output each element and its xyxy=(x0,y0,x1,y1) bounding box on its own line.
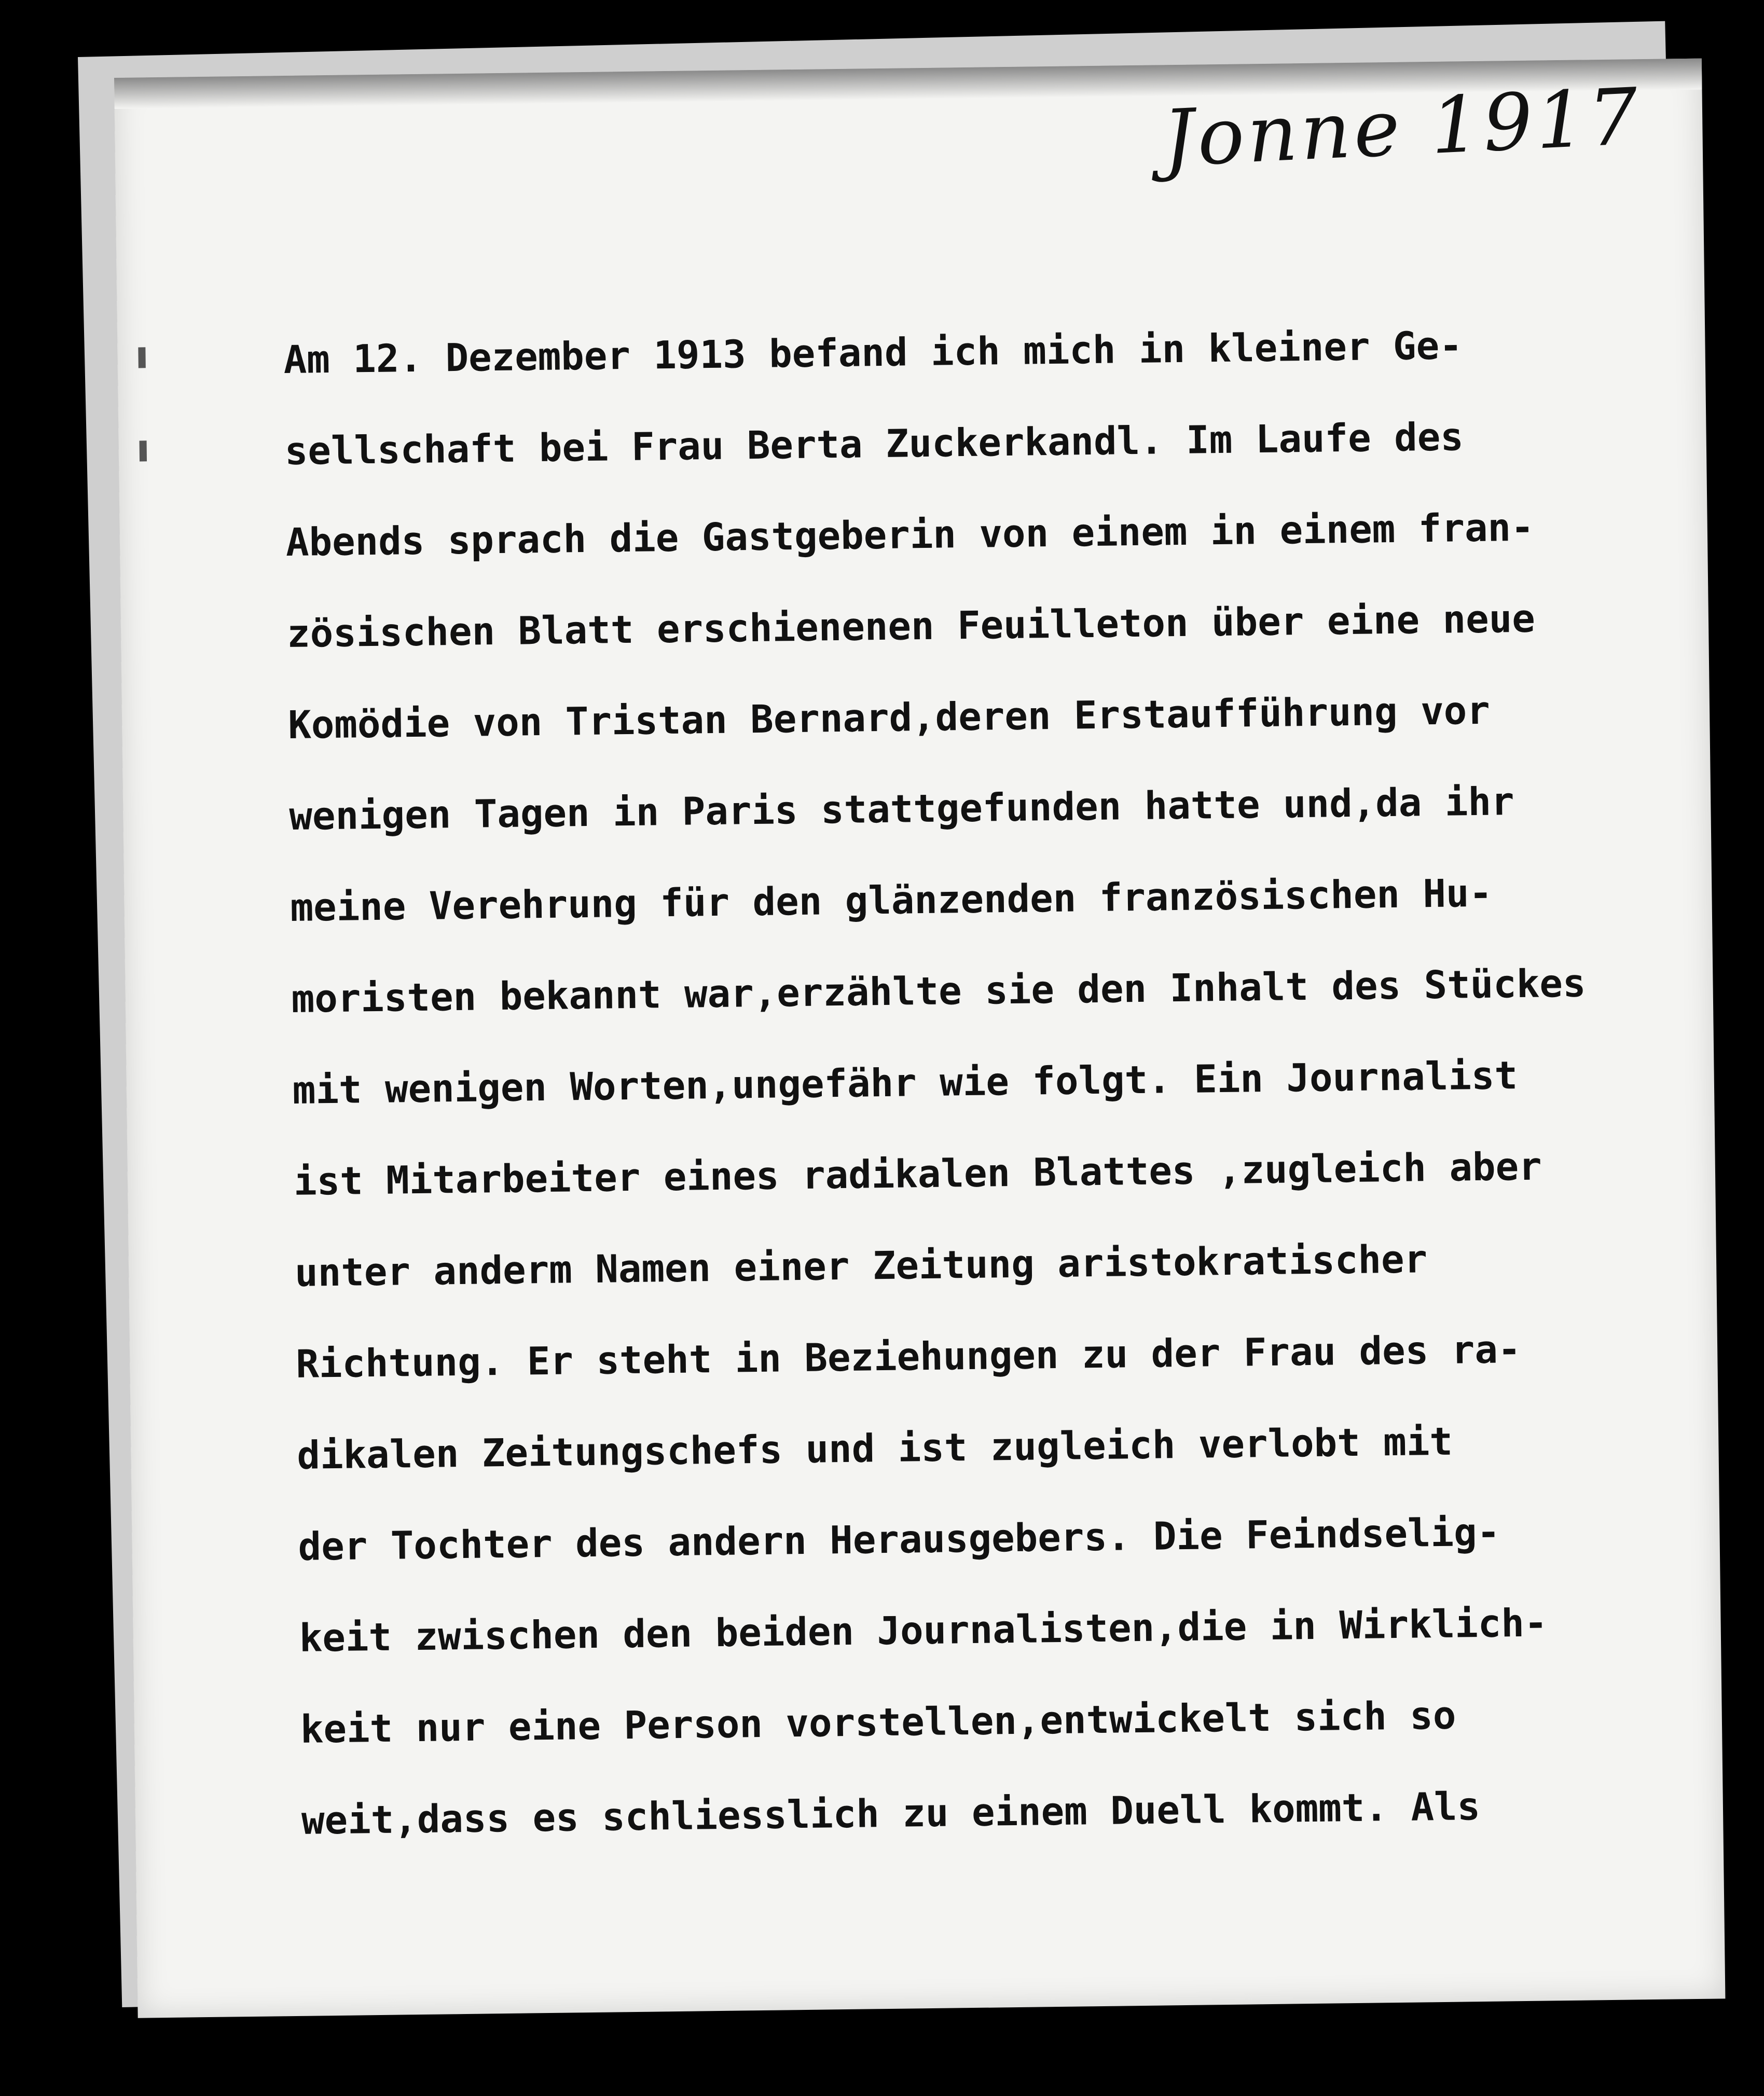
text-line: unter anderm Namen einer Zeitung aristokratischer xyxy=(294,1237,1428,1295)
handwritten-note: Jonne 1917 xyxy=(1161,72,1643,185)
text-line: Am 12. Dezember 1913 befand ich mich in kleiner Ge- xyxy=(283,323,1463,383)
text-line: Richtung. Er steht in Beziehungen zu der Frau des ra- xyxy=(295,1327,1521,1387)
text-line: sellschaft bei Frau Berta Zuckerkandl. Im Laufe des xyxy=(284,415,1464,474)
text-line: moristen bekannt war,erzählte sie den Inhalt des Stückes xyxy=(291,961,1586,1022)
text-line: mit wenigen Worten,ungefähr wie folgt. Ein Journalist xyxy=(292,1053,1518,1113)
margin-mark xyxy=(140,440,147,461)
text-line: Abends sprach die Gastgeberin von einem in einem fran- xyxy=(285,505,1535,566)
text-line: wenigen Tagen in Paris stattgefunden hatte und,da ihr xyxy=(288,779,1515,839)
margin-mark xyxy=(138,347,145,368)
text-line: keit zwischen den beiden Journalisten,die in Wirklich- xyxy=(299,1601,1548,1661)
text-line: zösischen Blatt erschienenen Feuilleton über eine neue xyxy=(286,596,1536,657)
text-line: Komödie von Tristan Bernard,deren Erstaufführung vor xyxy=(287,688,1491,748)
text-line: weit,dass es schliesslich zu einem Duell kommt. Als xyxy=(301,1784,1481,1843)
text-line: keit nur eine Person vorstellen,entwickelt sich so xyxy=(300,1693,1456,1752)
text-line: meine Verehrung für den glänzenden französischen Hu- xyxy=(290,871,1493,930)
text-line: der Tochter des andern Herausgebers. Die Feindselig- xyxy=(298,1510,1500,1569)
text-line: dikalen Zeitungschefs und ist zugleich verlobt mit xyxy=(296,1419,1453,1478)
text-line: ist Mitarbeiter eines radikalen Blattes ,zugleich aber xyxy=(293,1144,1542,1204)
typed-text-body xyxy=(283,297,1703,1867)
typed-page xyxy=(114,59,1725,2018)
